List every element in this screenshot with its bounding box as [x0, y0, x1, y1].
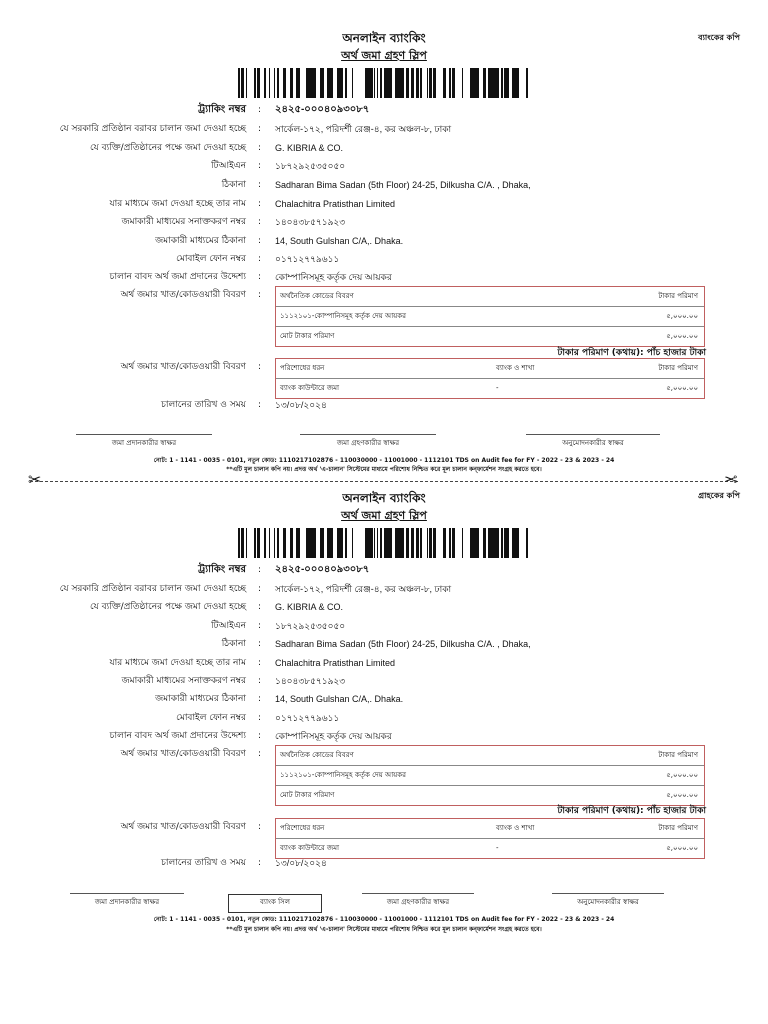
tin-label: টিআইএন: [211, 621, 246, 631]
via-name-row: যার মাধ্যমে জমা দেওয়া হচ্ছে তার নাম : Chalachitra Pratisthan Limited: [109, 199, 396, 209]
payer-label: যে ব্যক্তি/প্রতিষ্ঠানের পক্ষে জমা দেওয়া হচ্ছে: [89, 143, 246, 153]
mobile-value: ০১৭১২৭৭৯৬১১: [275, 254, 340, 264]
org-label: যে সরকারি প্রতিষ্ঠান বরাবর চালান জমা দেওয়া হচ্ছে: [59, 584, 246, 594]
date-label: চালানের তারিখ ও সময়: [161, 400, 246, 410]
codewise-label-2: অর্থ জমার খাত/কোডওয়ারী বিবরণ: [120, 822, 246, 832]
date-value: ১৩/০৮/২০২৪: [275, 400, 327, 410]
depositor-signature: জমা প্রদানকারীর স্বাক্ষর: [70, 893, 184, 908]
depositor-signature: জমা প্রদানকারীর স্বাক্ষর: [76, 434, 212, 449]
org-value: সার্কেল-১৭২, পরিদর্শী রেঞ্জ-৪, কর অঞ্চল-৮, ঢাকা: [275, 124, 452, 134]
tracking-row: ট্র্যাকিং নম্বর : ২৪২৫-০০০৪০৯৩০৮৭: [198, 564, 370, 575]
copy-label: গ্রাহকের কপি: [698, 491, 740, 500]
via-id-value: ১৪০৪৩৮৫৭১৯২৩: [275, 217, 346, 227]
receiver-signature: জমা গ্রহণকারীর স্বাক্ষর: [362, 893, 474, 908]
via-name-label: যার মাধ্যমে জমা দেওয়া হচ্ছে তার নাম: [109, 658, 246, 668]
codewise-label-2: অর্থ জমার খাত/কোডওয়ারী বিবরণ: [120, 362, 246, 372]
address-row: ঠিকানা : Sadharan Bima Sadan (5th Floor) 24-25, Dilkusha C/A. , Dhaka,: [221, 180, 531, 190]
mobile-row: মোবাইল ফোন নম্বর : ০১৭১২৭৭৯৬১১: [176, 254, 340, 264]
via-addr-label: জমাকারী মাধ্যমের ঠিকানা: [155, 694, 246, 704]
codewise-row-2: অর্থ জমার খাত/কোডওয়ারী বিবরণ :: [120, 362, 262, 372]
via-addr-label: জমাকারী মাধ্যমের ঠিকানা: [155, 236, 246, 246]
tin-value: ১৮৭২৯২৫৩৫০৫০: [275, 161, 346, 171]
table-total-row: মোট টাকার পরিমাণ ৫,০০০.০০: [280, 332, 698, 340]
tin-row: টিআইএন : ১৮৭২৯২৫৩৫০৫০: [211, 161, 346, 171]
via-name-label: যার মাধ্যমে জমা দেওয়া হচ্ছে তার নাম: [109, 199, 246, 209]
via-id-row: জমাকারী মাধ্যমের সনাক্তকরণ নম্বর : ১৪০৪৩৮৫৭১৯২৩: [121, 217, 346, 227]
slip-subtitle: অর্থ জমা গ্রহণ স্লিপ: [341, 509, 427, 522]
slip-subtitle: অর্থ জমা গ্রহণ স্লিপ: [341, 49, 427, 62]
amount-in-words: টাকার পরিমাণ (কথায়): পাঁচ হাজার টাকা: [557, 806, 706, 816]
scissors-icon: ✂: [28, 470, 42, 489]
via-id-value: ১৪০৪৩৮৫৭১৯২৩: [275, 676, 346, 686]
table-row: ব্যাংক কাউন্টারে জমা - ৫,০০০.০০: [280, 384, 698, 392]
table-header: অর্থনৈতিক কোডের বিবরণ টাকার পরিমাণ: [276, 287, 704, 307]
via-name-value: Chalachitra Pratisthan Limited: [275, 658, 396, 668]
purpose-row: চালান বাবদ অর্থ জমা প্রদানের উদ্দেশ্য : কোম্পানিসমূহ কর্তৃক দেয় আয়কর: [109, 272, 392, 282]
tracking-row: ট্র্যাকিং নম্বর : ২৪২৫-০০০৪০৯৩০৮৭: [198, 104, 370, 115]
mobile-value: ০১৭১২৭৭৯৬১১: [275, 713, 340, 723]
payment-table: [275, 358, 705, 399]
org-label: যে সরকারি প্রতিষ্ঠান বরাবর চালান জমা দেওয়া হচ্ছে: [59, 124, 246, 134]
purpose-value: কোম্পানিসমূহ কর্তৃক দেয় আয়কর: [275, 731, 392, 741]
purpose-value: কোম্পানিসমূহ কর্তৃক দেয় আয়কর: [275, 272, 392, 282]
amount-in-words: টাকার পরিমাণ (কথায়): পাঁচ হাজার টাকা: [557, 348, 706, 358]
approver-signature: অনুমোদনকারীর স্বাক্ষর: [526, 434, 660, 449]
footnote-code: নোট: 1 - 1141 - 0035 - 0101, নতুন কোড: 1110217102876 - 110030000 - 11001000 - 1112101 TDS on Audit fee for FY - 2022 - 23 & 2023 - 24: [153, 457, 615, 464]
address-value: Sadharan Bima Sadan (5th Floor) 24-25, Dilkusha C/A. , Dhaka,: [275, 639, 531, 649]
table-header: অর্থনৈতিক কোডের বিবরণ টাকার পরিমাণ: [276, 746, 704, 766]
address-value: Sadharan Bima Sadan (5th Floor) 24-25, Dilkusha C/A. , Dhaka,: [275, 180, 531, 190]
mobile-row: মোবাইল ফোন নম্বর : ০১৭১২৭৭৯৬১১: [176, 713, 340, 723]
codewise-row: অর্থ জমার খাত/কোডওয়ারী বিবরণ :: [120, 749, 262, 759]
via-name-row: যার মাধ্যমে জমা দেওয়া হচ্ছে তার নাম : Chalachitra Pratisthan Limited: [109, 658, 396, 668]
tracking-value: ২৪২৫-০০০৪০৯৩০৮৭: [275, 104, 370, 115]
footnote-disclaimer: **এটি মূল চালান কপি নয়। প্রদত্ত অর্থ 'এ-চালান' সিস্টেমের মাধ্যমে পরিশোধ নিশ্চিত করে মূল চালান কন্ফার্মেশন সংগ্রহ করতে হবে।: [226, 926, 542, 933]
date-row: চালানের তারিখ ও সময় : ১৩/০৮/২০২৪: [161, 858, 327, 868]
mobile-label: মোবাইল ফোন নম্বর: [176, 254, 246, 264]
org-row: যে সরকারি প্রতিষ্ঠান বরাবর চালান জমা দেওয়া হচ্ছে : সার্কেল-১৭২, পরিদর্শী রেঞ্জ-৪, কর অঞ্চল-৮, ঢাকা: [59, 584, 452, 594]
slip-title: অনলাইন ব্যাংকিং: [342, 491, 426, 505]
table-header: পরিশোধের ধরন ব্যাংক ও শাখা টাকার পরিমাণ: [276, 359, 704, 379]
date-value: ১৩/০৮/২০২৪: [275, 858, 327, 868]
barcode: [238, 528, 530, 558]
tracking-label: ট্র্যাকিং নম্বর: [198, 104, 246, 115]
table-header: পরিশোধের ধরন ব্যাংক ও শাখা টাকার পরিমাণ: [276, 819, 704, 839]
footnote-code: নোট: 1 - 1141 - 0035 - 0101, নতুন কোড: 1110217102876 - 110030000 - 11001000 - 1112101 TDS on Audit fee for FY - 2022 - 23 & 2023 - 24: [153, 916, 615, 923]
payment-table: [275, 818, 705, 859]
economic-code-table: [275, 745, 705, 806]
via-id-label: জমাকারী মাধ্যমের সনাক্তকরণ নম্বর: [121, 217, 246, 227]
via-id-label: জমাকারী মাধ্যমের সনাক্তকরণ নম্বর: [121, 676, 246, 686]
tracking-label: ট্র্যাকিং নম্বর: [198, 564, 246, 575]
payer-label: যে ব্যক্তি/প্রতিষ্ঠানের পক্ষে জমা দেওয়া হচ্ছে: [89, 602, 246, 612]
copy-label: ব্যাংকের কপি: [698, 33, 740, 42]
economic-code-table: [275, 286, 705, 347]
mobile-label: মোবাইল ফোন নম্বর: [176, 713, 246, 723]
via-addr-row: জমাকারী মাধ্যমের ঠিকানা : 14, South Gulshan C/A,. Dhaka.: [155, 694, 404, 704]
tin-row: টিআইএন : ১৮৭২৯২৫৩৫০৫০: [211, 621, 346, 631]
table-total-row: মোট টাকার পরিমাণ ৫,০০০.০০: [280, 791, 698, 799]
scissors-icon: ✂: [724, 470, 738, 489]
date-label: চালানের তারিখ ও সময়: [161, 858, 246, 868]
via-id-row: জমাকারী মাধ্যমের সনাক্তকরণ নম্বর : ১৪০৪৩৮৫৭১৯২৩: [121, 676, 346, 686]
tin-value: ১৮৭২৯২৫৩৫০৫০: [275, 621, 346, 631]
via-name-value: Chalachitra Pratisthan Limited: [275, 199, 396, 209]
receiver-signature: জমা গ্রহণকারীর স্বাক্ষর: [300, 434, 436, 449]
address-label: ঠিকানা: [221, 180, 246, 190]
codewise-row-2: অর্থ জমার খাত/কোডওয়ারী বিবরণ :: [120, 822, 262, 832]
payer-row: যে ব্যক্তি/প্রতিষ্ঠানের পক্ষে জমা দেওয়া হচ্ছে : G. KIBRIA & CO.: [89, 602, 344, 612]
payer-value: G. KIBRIA & CO.: [275, 143, 344, 153]
address-label: ঠিকানা: [221, 639, 246, 649]
table-row: ১১১২১০১-কোম্পানিসমূহ কর্তৃক দেয় আয়কর ৫,০০০.০০: [276, 307, 704, 327]
codewise-label: অর্থ জমার খাত/কোডওয়ারী বিবরণ: [120, 749, 246, 759]
table-row: ব্যাংক কাউন্টারে জমা - ৫,০০০.০০: [280, 844, 698, 852]
payer-row: যে ব্যক্তি/প্রতিষ্ঠানের পক্ষে জমা দেওয়া হচ্ছে : G. KIBRIA & CO.: [89, 143, 344, 153]
org-value: সার্কেল-১৭২, পরিদর্শী রেঞ্জ-৪, কর অঞ্চল-৮, ঢাকা: [275, 584, 452, 594]
bank-seal-box: ব্যাংক সিল: [228, 894, 322, 913]
purpose-row: চালান বাবদ অর্থ জমা প্রদানের উদ্দেশ্য : কোম্পানিসমূহ কর্তৃক দেয় আয়কর: [109, 731, 392, 741]
table-row: ১১১২১০১-কোম্পানিসমূহ কর্তৃক দেয় আয়কর ৫,০০০.০০: [276, 766, 704, 786]
barcode: [238, 68, 530, 98]
codewise-label: অর্থ জমার খাত/কোডওয়ারী বিবরণ: [120, 290, 246, 300]
slip-title: অনলাইন ব্যাংকিং: [342, 31, 426, 45]
via-addr-value: 14, South Gulshan C/A,. Dhaka.: [275, 694, 404, 704]
approver-signature: অনুমোদনকারীর স্বাক্ষর: [552, 893, 664, 908]
codewise-row: অর্থ জমার খাত/কোডওয়ারী বিবরণ :: [120, 290, 262, 300]
via-addr-value: 14, South Gulshan C/A,. Dhaka.: [275, 236, 404, 246]
via-addr-row: জমাকারী মাধ্যমের ঠিকানা : 14, South Gulshan C/A,. Dhaka.: [155, 236, 404, 246]
date-row: চালানের তারিখ ও সময় : ১৩/০৮/২০২৪: [161, 400, 327, 410]
tracking-value: ২৪২৫-০০০৪০৯৩০৮৭: [275, 564, 370, 575]
purpose-label: চালান বাবদ অর্থ জমা প্রদানের উদ্দেশ্য: [109, 272, 246, 282]
footnote-disclaimer: **এটি মূল চালান কপি নয়। প্রদত্ত অর্থ 'এ-চালান' সিস্টেমের মাধ্যমে পরিশোধ নিশ্চিত করে মূল চালান কন্ফার্মেশন সংগ্রহ করতে হবে।: [226, 466, 542, 473]
address-row: ঠিকানা : Sadharan Bima Sadan (5th Floor) 24-25, Dilkusha C/A. , Dhaka,: [221, 639, 531, 649]
tin-label: টিআইএন: [211, 161, 246, 171]
purpose-label: চালান বাবদ অর্থ জমা প্রদানের উদ্দেশ্য: [109, 731, 246, 741]
payer-value: G. KIBRIA & CO.: [275, 602, 344, 612]
org-row: যে সরকারি প্রতিষ্ঠান বরাবর চালান জমা দেওয়া হচ্ছে : সার্কেল-১৭২, পরিদর্শী রেঞ্জ-৪, কর অঞ্চল-৮, ঢাকা: [59, 124, 452, 134]
cut-line: [30, 481, 738, 482]
